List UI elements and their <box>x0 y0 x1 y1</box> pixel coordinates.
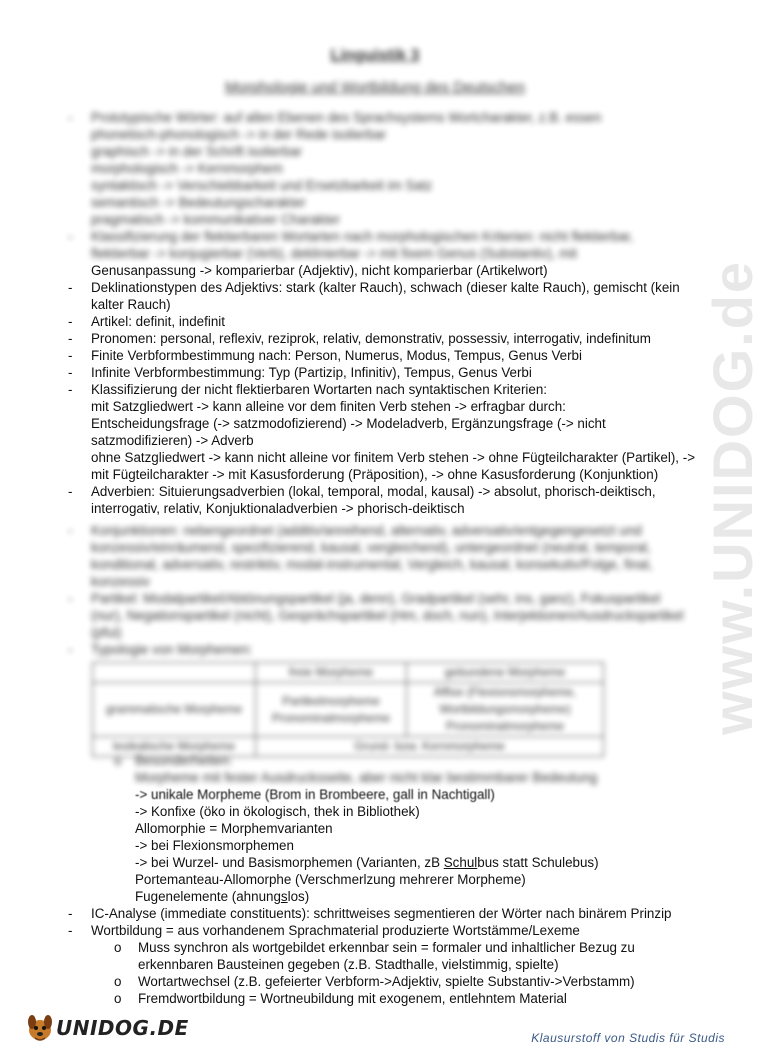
dash: - <box>68 484 73 499</box>
table-cell: grammatische Morpheme <box>93 683 256 737</box>
page-subtitle: Morphologie und Wortbildung des Deutschen <box>225 79 525 96</box>
list-item <box>68 905 708 922</box>
list-item <box>68 228 708 245</box>
list-item-text: Prototypische Wörter: auf allen Ebenen des Sprachsystems Wortcharakter, z.B. essen <box>91 110 602 125</box>
dash: - <box>68 314 73 329</box>
blurred-mid-block <box>68 522 708 757</box>
list-item-text: ohne Satzgliedwert -> kann nicht alleine vor finitem Verb stehen -> ohne Fügteilcharakter (Partikel), -> mit Fügteilcharakter -> mit Kasusforderung (Präposition), -> ohne Kasusforderung (Konjunktion) <box>91 450 696 482</box>
list-item-text: -> bei Flexionsmorphemen <box>135 838 294 853</box>
list-item-text: Wortartwechsel (z.B. gefeierter Verbform->Adjektiv, spielte Substantiv->Verbstamm) <box>138 974 635 989</box>
bottom-block <box>68 905 708 1007</box>
list-item-text <box>114 888 714 905</box>
table-row <box>93 683 604 737</box>
list-item <box>68 939 708 973</box>
list-item-text: pragmatisch -> kommunikativer Charakter <box>91 212 340 227</box>
list-item-text: Konjunktionen: nebengeordnet (additiv/anreihend, alternativ, adversativ/entgegengesetzt und <box>91 523 642 538</box>
dash: - <box>68 906 73 921</box>
text-segment: Fugenelemente (ahnung <box>135 889 281 904</box>
list-item-text: -> Konfixe (öko in ökologisch, thek in Bibliothek) <box>135 804 420 819</box>
dash: - <box>68 523 73 538</box>
text-segment: bus statt Schulebus) <box>477 855 599 870</box>
list-item <box>68 990 708 1007</box>
list-item-text: syntaktisch -> Verschiebbarkeit und Ersetzbarkeit im Satz <box>91 178 433 193</box>
list-item-text: Partikel: Modalpartikel/Abtönungspartikel (ja, denn), Gradpartikel (sehr, ins, ganz), Fokuspartikel <box>91 591 661 606</box>
table-cell: gebundene Morpheme <box>406 663 603 683</box>
list-item-text: Fremdwortbildung = Wortneubildung mit exogenem, entlehntem Material <box>138 991 567 1006</box>
list-item-text: Besonderheiten: <box>135 753 233 768</box>
list-item-text: morphologisch -> Kernmorphem <box>91 161 283 176</box>
list-item-text: Portemanteau-Allomorphe (Verschmerlzung mehrerer Morpheme) <box>135 872 526 887</box>
dash: - <box>68 365 73 380</box>
text-segment: los) <box>287 889 310 904</box>
dash: - <box>68 382 73 397</box>
dash: - <box>68 110 73 125</box>
footer-logo <box>24 1012 189 1044</box>
list-item <box>68 279 708 313</box>
list-item-text: Klassifizierung der flektierbaren Wortarten nach morphologischen Kriterien: nicht flektierbar, <box>91 229 634 244</box>
list-item <box>68 590 708 607</box>
underlined-text: s <box>280 889 288 904</box>
blurred-top-block <box>68 109 708 262</box>
list-item-text: Wortbildung = aus vorhandenem Sprachmaterial produzierte Wortstämme/Lexeme <box>91 923 580 938</box>
table-cell: Partikelmorpheme Pronominalmorpheme <box>256 683 407 737</box>
list-item-text: Muss synchron als wortgebildet erkennbar sein = formaler und inhaltlicher Bezug zu erkennbaren Bausteinen gegeben (z.B. Stadthalle, vielstimmig, spielte) <box>138 940 635 972</box>
list-item <box>68 109 708 126</box>
dog-logo-icon <box>24 1012 56 1044</box>
bullet: o <box>114 753 122 768</box>
list-item-text: IC-Analyse (immediate constituents): schrittweises segmentieren der Wörter nach binärem Prinzip <box>91 906 672 921</box>
list-item-text: flektierbar -> konjugierbar (Verb), deklinierbar -> mit fixem Genus (Substantiv), mit <box>91 246 577 261</box>
page-title: Linguistik 3 <box>330 47 420 64</box>
list-item <box>68 364 708 381</box>
list-item <box>68 483 708 517</box>
list-item-text: Artikel: definit, indefinit <box>91 314 225 329</box>
morpheme-table <box>92 662 604 757</box>
dash: - <box>68 229 73 244</box>
dash: - <box>68 280 73 295</box>
clear-content-block <box>68 262 708 517</box>
dash: - <box>68 591 73 606</box>
list-item-text: Typologie von Morphemen: <box>91 642 253 657</box>
table-cell <box>93 663 256 683</box>
table-cell: Affixe (Flexionsmorpheme, Wortbildungsmorpheme) Pronominalmorpheme <box>406 683 603 737</box>
list-item-text: graphisch -> in der Schrift isolierbar <box>91 144 302 159</box>
list-item-text: (nur), Negationspartikel (nicht), Gesprächspartikel (Hm, doch, nun), Interjektionen/Ausdruckspartikel <box>91 608 684 623</box>
list-item <box>68 347 708 364</box>
list-item-text: Finite Verbformbestimmung nach: Person, Numerus, Modus, Tempus, Genus Verbi <box>91 348 582 363</box>
table-cell: Grund- bzw. Kernmorpheme <box>256 737 604 757</box>
bullet: o <box>114 940 122 955</box>
list-item <box>68 973 708 990</box>
list-item-text: Allomorphie = Morphemvarianten <box>135 821 333 836</box>
table-cell: lexikalische Morpheme <box>93 737 256 757</box>
besonderheiten-block <box>114 752 714 905</box>
dash: - <box>68 642 73 657</box>
list-item <box>68 381 708 398</box>
table-row <box>93 663 604 683</box>
list-item-text: Deklinationstypen des Adjektivs: stark (kalter Rauch), schwach (dieser kalte Rauch), gemischt (kein kalter Rauch) <box>91 280 680 312</box>
bullet: o <box>114 974 122 989</box>
table-cell: freie Morpheme <box>256 663 407 683</box>
list-item <box>68 922 708 939</box>
underlined-text: Schul <box>443 855 478 870</box>
list-item-text: Morpheme mit fester Ausdrucksseite, aber nicht klar bestimmbarer Bedeutung <box>135 770 598 785</box>
list-item <box>68 641 708 658</box>
list-item-text: konditional, adversativ, restriktiv, modal-instrumental, Vergleich, kausal, konsekutiv/Folge, final, <box>91 557 653 572</box>
dash: - <box>68 348 73 363</box>
list-item-text: mit Satzgliedwert -> kann alleine vor dem finiten Verb stehen -> erfragbar durch: <box>91 399 566 414</box>
list-item-text: Genusanpassung -> komparierbar (Adjektiv), nicht komparierbar (Artikelwort) <box>91 263 548 278</box>
bullet: o <box>114 991 122 1006</box>
list-item-text: semantisch -> Bedeutungscharakter <box>91 195 306 210</box>
list-item-text: Klassifizierung der nicht flektierbaren Wortarten nach syntaktischen Kriterien: <box>91 382 547 397</box>
list-item-text: konzessiv <box>91 574 150 589</box>
list-item <box>114 752 714 769</box>
dash: - <box>68 923 73 938</box>
list-item-text <box>114 854 714 871</box>
text-segment: -> bei Wurzel- und Basismorphemen (Varianten, zB <box>135 855 444 870</box>
footer-tagline: Klausurstoff von Studis für Studis <box>531 1031 725 1045</box>
list-item-text: phonetisch-phonologisch -> in der Rede isolierbar <box>91 127 387 142</box>
list-item-text: (pfui) <box>91 625 122 640</box>
list-item <box>68 313 708 330</box>
list-item <box>68 330 708 347</box>
dash: - <box>68 331 73 346</box>
list-item <box>68 522 708 539</box>
list-item-text: konzessiv/einräumend, spezifizierend, kausal, vergleichend), untergeordnet (neutral, temporal, <box>91 540 651 555</box>
logo-text: UNIDOG.DE <box>56 1016 189 1040</box>
list-item-text: Pronomen: personal, reflexiv, reziprok, relativ, demonstrativ, possessiv, interrogativ, indefinitum <box>91 331 651 346</box>
list-item-text: Infinite Verbformbestimmung: Typ (Partizip, Infinitiv), Tempus, Genus Verbi <box>91 365 532 380</box>
list-item-text: Adverbien: Situierungsadverbien (lokal, temporal, modal, kausal) -> absolut, phorisch-deiktisch, interrogativ, relativ, Konjuktionaladverbien -> phorisch-deiktisch <box>91 484 656 516</box>
watermark: www.UNIDOG.de <box>701 259 764 735</box>
list-item-text: Entscheidungsfrage (-> satzmodofizierend) -> Modeladverb, Ergänzungsfrage (-> nicht satzmodifizieren) -> Adverb <box>91 416 606 448</box>
list-item-text: -> unikale Morpheme (Brom in Brombeere, gall in Nachtigall) <box>135 787 495 802</box>
